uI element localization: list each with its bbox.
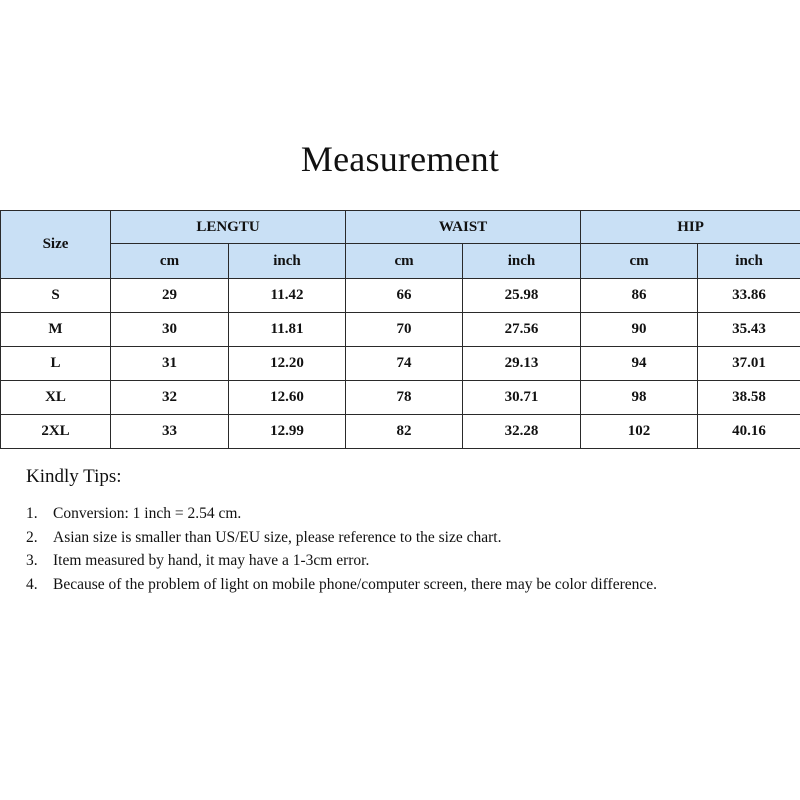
table-cell: 82 bbox=[346, 415, 463, 449]
table-unit-row bbox=[1, 244, 800, 279]
tips-title: Kindly Tips: bbox=[26, 466, 122, 487]
list-item bbox=[26, 549, 786, 573]
table-cell: 12.99 bbox=[229, 415, 346, 449]
list-number: 4. bbox=[26, 575, 38, 593]
unit-header: inch bbox=[463, 244, 581, 279]
list-item bbox=[26, 573, 786, 597]
size-cell: XL bbox=[1, 381, 111, 415]
table-cell: 35.43 bbox=[698, 313, 800, 347]
table-cell: 27.56 bbox=[463, 313, 581, 347]
table-cell: 29.13 bbox=[463, 347, 581, 381]
list-number: 3. bbox=[26, 552, 38, 569]
list-number: 1. bbox=[26, 505, 38, 522]
table-cell: 30.71 bbox=[463, 381, 581, 415]
group-header-waist: WAIST bbox=[346, 211, 581, 244]
size-table bbox=[0, 210, 800, 449]
table-cell: 102 bbox=[581, 415, 698, 449]
size-cell: 2XL bbox=[1, 415, 111, 449]
table-header-row bbox=[1, 211, 800, 244]
list-item bbox=[26, 526, 786, 550]
table-cell: 12.20 bbox=[229, 347, 346, 381]
group-header-lengtu: LENGTU bbox=[111, 211, 346, 244]
size-cell: L bbox=[1, 347, 111, 381]
table-cell: 29 bbox=[111, 279, 229, 313]
table-cell: 78 bbox=[346, 381, 463, 415]
table-cell: 40.16 bbox=[698, 415, 800, 449]
table-cell: 98 bbox=[581, 381, 698, 415]
unit-header: cm bbox=[111, 244, 229, 279]
table-cell: 33 bbox=[111, 415, 229, 449]
list-text: Item measured by hand, it may have a 1-3cm error. bbox=[53, 552, 370, 569]
table-row bbox=[1, 381, 800, 415]
table-cell: 25.98 bbox=[463, 279, 581, 313]
list-text: Because of the problem of light on mobile phone/computer screen, there may be color difference. bbox=[53, 575, 657, 593]
table-cell: 12.60 bbox=[229, 381, 346, 415]
unit-header: cm bbox=[581, 244, 698, 279]
table-cell: 32.28 bbox=[463, 415, 581, 449]
table-cell: 32 bbox=[111, 381, 229, 415]
table-cell: 11.81 bbox=[229, 313, 346, 347]
size-cell: S bbox=[1, 279, 111, 313]
table-cell: 90 bbox=[581, 313, 698, 347]
table-cell: 70 bbox=[346, 313, 463, 347]
table-cell: 86 bbox=[581, 279, 698, 313]
table-cell: 38.58 bbox=[698, 381, 800, 415]
list-text: Conversion: 1 inch = 2.54 cm. bbox=[53, 505, 242, 522]
table-cell: 33.86 bbox=[698, 279, 800, 313]
group-header-hip: HIP bbox=[581, 211, 800, 244]
list-item bbox=[26, 502, 786, 526]
table-cell: 94 bbox=[581, 347, 698, 381]
page-title: Measurement bbox=[300, 139, 500, 179]
unit-header: cm bbox=[346, 244, 463, 279]
size-cell: M bbox=[1, 313, 111, 347]
unit-header: inch bbox=[229, 244, 346, 279]
list-number: 2. bbox=[26, 528, 38, 546]
table-row bbox=[1, 347, 800, 381]
unit-header: inch bbox=[698, 244, 800, 279]
list-text: Asian size is smaller than US/EU size, please reference to the size chart. bbox=[53, 528, 502, 546]
table-cell: 66 bbox=[346, 279, 463, 313]
table-row bbox=[1, 313, 800, 347]
size-column-header: Size bbox=[1, 211, 111, 279]
tips-list bbox=[26, 502, 786, 596]
table-row bbox=[1, 415, 800, 449]
table-row bbox=[1, 279, 800, 313]
table-cell: 11.42 bbox=[229, 279, 346, 313]
kindly-tips bbox=[26, 466, 786, 596]
table-cell: 30 bbox=[111, 313, 229, 347]
table-cell: 74 bbox=[346, 347, 463, 381]
table-cell: 31 bbox=[111, 347, 229, 381]
table-cell: 37.01 bbox=[698, 347, 800, 381]
